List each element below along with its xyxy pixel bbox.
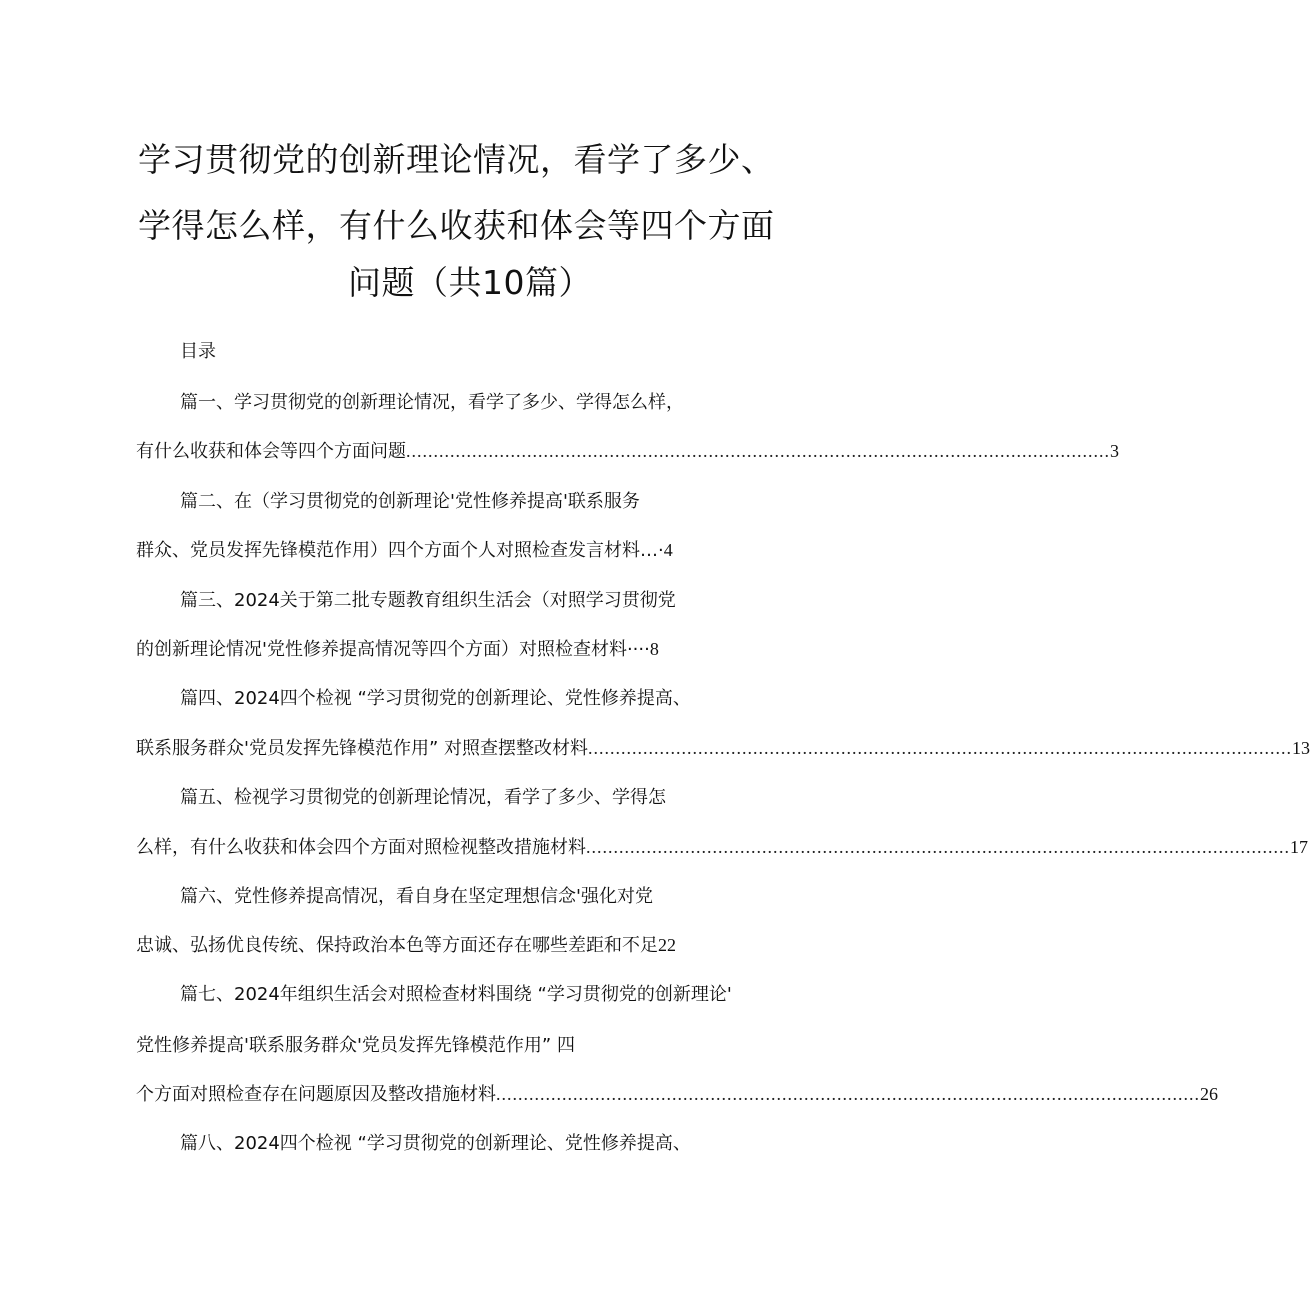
toc-entry-1-page: 3 xyxy=(1110,441,1119,461)
toc-entry-5-text: 么样，有什么收获和体会四个方面对照检视整改措施材料 xyxy=(136,837,586,858)
toc-entry-6-title[interactable]: 篇六、党性修养提高情况，看自身在坚定理想信念'强化对党 xyxy=(180,886,653,907)
document-title-line-1: 学习贯彻党的创新理论情况，看学了多少、 xyxy=(138,140,775,179)
toc-entry-2-title[interactable]: 篇二、在（学习贯彻党的创新理论'党性修养提高'联系服务 xyxy=(180,491,640,512)
toc-leader-dots: ................................................................................................................................ xyxy=(496,1084,1200,1104)
toc-entry-2-text: 群众、党员发挥先锋模范作用）四个方面个人对照检查发言材料…· xyxy=(136,540,664,561)
toc-entry-7-link[interactable] xyxy=(136,1084,1218,1105)
toc-heading: 目录 xyxy=(180,341,216,362)
document-title-line-2: 学得怎么样，有什么收获和体会等四个方面 xyxy=(138,206,775,245)
toc-entry-7-title[interactable]: 篇七、2024年组织生活会对照检查材料围绕 “学习贯彻党的创新理论' xyxy=(180,984,732,1005)
document-title-line-3: 问题（共10篇） xyxy=(348,263,592,302)
toc-entry-2-page: 4 xyxy=(663,540,673,560)
toc-entry-6-link[interactable] xyxy=(136,936,676,955)
toc-entry-7-line-2[interactable]: 党性修养提高'联系服务群众'党员发挥先锋模范作用” 四 xyxy=(136,1035,575,1056)
toc-entry-1-link[interactable] xyxy=(136,441,1119,462)
toc-entry-7-page: 26 xyxy=(1200,1084,1218,1104)
toc-entry-3-text: 的创新理论情况'党性修养提高情况等四个方面）对照检查材料···· xyxy=(136,639,650,660)
toc-entry-3-page: 8 xyxy=(649,639,659,659)
toc-entry-4-page: 13 xyxy=(1292,738,1310,758)
toc-entry-4-link[interactable] xyxy=(136,738,1310,759)
toc-leader-dots: ................................................................................................................................ xyxy=(406,441,1110,461)
toc-entry-4-title[interactable]: 篇四、2024四个检视 “学习贯彻党的创新理论、党性修养提高、 xyxy=(180,688,691,709)
toc-entry-1-text: 有什么收获和体会等四个方面问题 xyxy=(136,441,406,462)
toc-entry-5-title[interactable]: 篇五、检视学习贯彻党的创新理论情况，看学了多少、学得怎 xyxy=(180,787,666,808)
toc-entry-1-title[interactable]: 篇一、学习贯彻党的创新理论情况，看学了多少、学得怎么样， xyxy=(180,392,684,413)
toc-entry-7-text: 个方面对照检查存在问题原因及整改措施材料 xyxy=(136,1084,496,1105)
toc-entry-3-title[interactable]: 篇三、2024关于第二批专题教育组织生活会（对照学习贯彻党 xyxy=(180,590,676,611)
toc-entry-5-page: 17 xyxy=(1290,837,1308,857)
toc-leader-dots: ................................................................................................................................ xyxy=(588,738,1292,758)
toc-entry-6-text: 忠诚、弘扬优良传统、保持政治本色等方面还存在哪些差距和不足 xyxy=(136,935,658,956)
toc-entry-6-page: 22 xyxy=(658,935,676,955)
toc-entry-5-link[interactable] xyxy=(136,837,1308,858)
toc-entry-3-link[interactable] xyxy=(136,640,659,659)
toc-leader-dots: ................................................................................................................................ xyxy=(586,837,1290,857)
toc-entry-2-link[interactable] xyxy=(136,541,673,560)
toc-entry-4-text: 联系服务群众'党员发挥先锋模范作用” 对照查摆整改材料 xyxy=(136,738,588,759)
toc-entry-8-title[interactable]: 篇八、2024四个检视 “学习贯彻党的创新理论、党性修养提高、 xyxy=(180,1133,691,1154)
